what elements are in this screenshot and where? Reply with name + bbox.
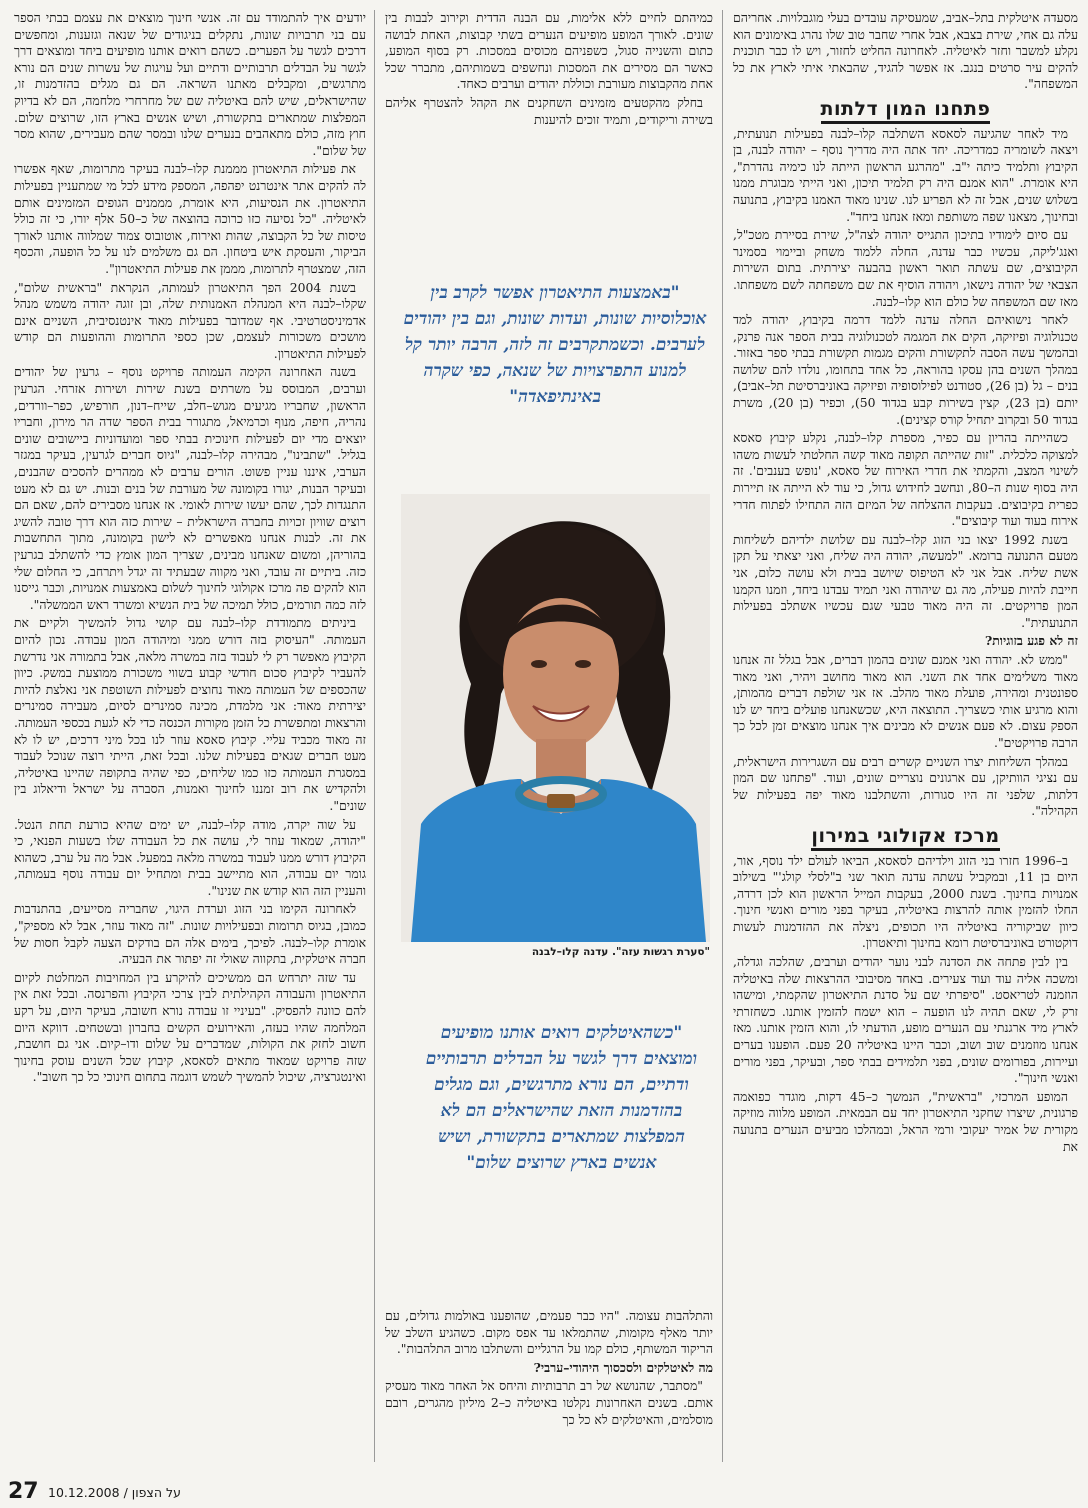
article-column-left: [14, 10, 366, 1462]
article-paragraph: "מסתבר, שהנושא של רב תרבותיות והיחס אל האחר מאוד מעסיק אותם. בשנים האחרונות נקלטו באיטליה כ–2 מיליון מהגרים, רובם מוסלמים, והאיטלקים לא כל כך: [385, 1378, 713, 1427]
article-paragraph: את פעילות התיאטרון מממנת קלו–לבנה בעיקר מתרומות, שאף אפשרו לה להקים אתר אינטרנט יפהפה, המספק מידע לכל מי שמתעניין בפעילות התיאטרון. את הנסיעות, היא אומרת, מממנים הגופים המזמינים אותם לאיטליה. "כל נסיעה כזו כרוכה בהוצאה של כ–50 אלף יורו, כי זה כולל טיסות של כל הקבוצה, שהות ואירוח, אוטובוס צמוד שמלווה אותנו לאורך הביקור, והעסקת איש ביטחון. הם גם משלמים לנו על כל הופעה, והכסף הזה, שמצטרף לתרומות, מממן את פעילות התיאטרון".: [14, 161, 366, 276]
column-divider: [374, 10, 375, 1462]
article-paragraph: יודעים איך להתמודד עם זה. אנשי חינוך מוצאים את עצמם בבתי הספר עם בני תרבויות שונות, נתקלים בניגודים של שנאה וגזענות, ומחפשים דרכים לגשר על הפערים. כשהם רואים אותנו מופיעים ביחד ומוצאים דרך לגשר על הבדלים תרבותיים ודתיים ועל עויגות של עשרות שנים הם נורא מתרגשים, ומקבלים מאתנו השראה. הם גם מגלים בהזדמנות זו, שהישראלים, שיש להם באיטליה שם של מחרחרי מלחמה, הם לא בדיוק המפלצות שמתארים בתקשורת, ושיש אנשים בארץ הזו, שרוצים שלום. חוץ מזה, כולם מתאהבים בנערים שלנו ובמסר שהם מעבירים, שהוא מסר של שלום".: [14, 10, 366, 158]
photo-caption: "סערת רגשות עזה". עדנה קלו–לבנה: [531, 946, 710, 958]
article-paragraph: "ממש לא. יהודה ואני אמנם שונים בהמון דברים, אבל בגלל זה אנחנו מאוד משלימים אחד את השני. הוא מאוד מחושב ויהיר, ואני מאוד ספונטנית ומהירה, פועלת מאוד מהלב. אז אני שולפת דברים מהמותן, והוא מרגיע אותי כשצריך. התוצאה היא, שכשאנחנו פועלים ביחד יש לנו הספק עצום. לא פעם אנשים לא מבינים איך אנחנו מוצאים זמן לכל כך הרבה פרויקטים".: [733, 651, 1078, 750]
article-column-right: [733, 10, 1078, 1462]
article-column-middle-top: [385, 10, 713, 142]
publication-date: 10.12.2008: [48, 1485, 120, 1500]
article-paragraph: עד שזה יתרחש הם ממשיכים להיקרע בין המחויבות המחלטת לקיום התיאטרון והעבודה הקהילתית לבין צרכי הקיבוץ והפרנסה. ובכל זאת אין להם כוונה להפסיק. "בעיניי זו עבודה נורא חשובה, בעיקר היום, על רקע המלחמה שהיו בעזה, והאירועים הקשים בחברון ובשטחים. דווקא היום חשוב לחזק את הקולות, שמדברים על שלום ודו–קיום. אני גם חושבת, שזה פרויקט שמאוד מתאים לסאסא, קיבוץ שכל השנים עוסק בחינוך ואינטגרציה, שיכול להמשיך לשמש דוגמה בתחום חינוכי כל כך חשוב".: [14, 969, 366, 1085]
page-footer: [0, 1474, 1088, 1508]
article-paragraph: בחלק מהקטעים מזמינים השחקנים את הקהל להצטרף אליהם בשירה וריקודים, ותמיד זוכים להיענות: [385, 94, 713, 127]
publication-line: [48, 1485, 181, 1500]
article-paragraph: המופע המרכזי, "בראשית", הנמשך כ–45 דקות, מוגדר כפואמה פרגונית, שיצרו שחקני התיאטרון יחד עם הבמאית. המופע מלווה מוזיקה מקורית של אמיר יעקובי ורמי הראל, ובמהלכו מביעים הנערים בתנועה את: [733, 1088, 1078, 1154]
subheading: מרכז אקולוגי במירון: [733, 828, 1078, 845]
article-paragraph: כמיהתם לחיים ללא אלימות, עם הבנה הדדית וקירוב לבבות בין שונים. לאורך המופע מופיעים הנערים בשתי קבוצות, האחת לבושה כתום והשנייה סגול, כשפניהם מכוסים במסכות. רק בסוף המופע, כאשר הם מסירים את המסכות ונחשפים בשמותיהם, מתברר שכל אחת מהקבוצות מעורבת וכוללת יהודים וערבים כאחד.: [385, 10, 713, 92]
page-number: 27: [8, 1479, 39, 1504]
article-paragraph: בשנת 2004 הפך התיאטרון לעמותה, הנקראת "בראשית שלום", שקלו–לבנה היא המנהלת האמנותית שלה, ובן זוגה יהודה משמש מנהל אדמיניסטרטיבי. אף שמדובר בפעילות מאוד אינטנסיבית, השניים אינם מושכים משכורות לעצמם, שכן כספי התרומות וההופעות הם קודש לפעילות התיאטרון.: [14, 279, 366, 361]
article-paragraph: לאחר נישואיהם החלה עדנה ללמד דרמה בקיבוץ, יהודה למד טכנולוגיה ופיזיקה, הקים את המגמה לטכנולוגיה בבית הספר אנה פרנק, ובהמשך עשה הסבה לתקשורת והקים מגמות תקשורת בבתי ספר באזור. במהלך השנים בהן עסקו בהוראה, כל אחד בתחומו, נולדו להם שלושה בנים – גל (בן 26), סטודנט לפילוסופיה ופיזיקה באוניברסיטת תל–אביב), יותם (בן 23), קצין בשירות קבע בגדוד 50), וכפיר (בן 20), משרת בגדוד 50 ובקרוב יתחיל קורס קצינים).: [733, 312, 1078, 427]
portrait-photo: [401, 494, 710, 942]
article-paragraph: במהלך השליחות יצרו השניים קשרים רבים עם השגרירות הישראלית, עם נציגי הוותיקן, עם ארגונים נוצריים שונים, ועוד. "פתחנו שם המון דלתות, שלפני זה היו סגורות, והשתלבנו מאוד יפה בפעילות של הקהילה".: [733, 753, 1078, 819]
article-paragraph: בשנת 1992 יצאו בני הזוג קלו–לבנה עם שלושת ילדיהם לשליחות מטעם התנועה ברומא. "למעשה, יהודה היה שליח, ואני יצאתי על תקן אשת שליח. אבל אני לא הטיפוס שיושב בבית ולא עושה כלום, אני חייבת להיות פעילה, מה גם שיהודה ואני תמיד עבדנו ביחד, וזמנו הקמנו המון פרויקטים. זה היה מאוד טבעי שגם עכשיו אשתלב בפעילות התנועתית".: [733, 531, 1078, 630]
interview-question: זה לא פגע בזוגיות?: [984, 633, 1078, 649]
publication-name: על הצפון: [131, 1485, 181, 1500]
article-paragraph: על שוה יקרה, מודה קלו–לבנה, יש ימים שהיא כורעת תחת הנטל. "יהודה, שמאוד עוזר לי, עושה את כל העבודה שלו בשעות הפנאי, כי הקיבוץ דורש ממנו לעבוד במשרה מלאה במפעל. אבל מה על ערב, כשהוא גומר יום עבודה, הוא מתיישב בבית ומתחיל יום עבודה נוסף בעמותה, והעניין הזה הוא קודש את שנינו".: [14, 816, 366, 898]
interview-question: מה לאיטלקים ולסכסוך היהודי–ערבי?: [533, 1359, 713, 1375]
footer-separator: /: [123, 1485, 128, 1500]
portrait-image: [401, 494, 710, 942]
article-paragraph: בין לבין פתחה את הסדנה לבני נוער יהודים וערבים, שהלכה וגדלה, ומשכה אליה עוד ועוד צעירים. באחד מסיבובי ההרצאות שלה באיטליה הוזמנה לטריאסט. "סיפרתי שם על סדנת התיאטרון שהקמתי, ומישהו זרק לי, שאם תהיה לנו הופעה – הוא ישמח להזמין אותנו. כשחזרתי לארץ מיד ארגנתי עם הנערים מופע, הודעתי לו, והוא הזמין אותנו. מאז אנחנו מוזמנים שוב ושוב, וכבר היינו באיטליה 20 פעם. הופענו בערים ועיירות, בפורומים שונים, בפני תלמידים בבתי ספר, ובעיקר, בפני מורים ואנשי חינוך".: [733, 954, 1078, 1086]
article-paragraph: לאחרונה הקימו בני הזוג וערדת היגוי, שחבריה מסייעים, בהתנדבות כמובן, בגיוס תרומות ובפעילויות שונות. "זה מאוד עוזר, אבל לא מספיק", אומרת קלו–לבנה. לפיכך, בימים אלה הם בודקים הצעה לקבל חסות של חברה איטלקית, בתקווה שאולי זה יפתור את הבעיה.: [14, 901, 366, 967]
article-paragraph: והתלהבות עצומה. "היו כבר פעמים, שהופענו באולמות גדולים, עם יותר מאלף מקומות, שהתמלאו עד אפס מקום. כשהגיע השלב של הריקוד המשותף, כולם קמו על הרגליים והשתלבו מרוב התלהבות".: [385, 1308, 713, 1357]
pull-quote: "באמצעות התיאטרון אפשר לקרב בין אוכלוסיות שונות, ועדות שונות, וגם בין יהודים לערבים. וכשמתקרבים זה לזה, הרבה יותר קל למנוע התפרצויות של שנאה, כפי שקרה באינתיפאדה": [403, 283, 707, 407]
subheading: פתחנו המון דלתות: [733, 101, 1078, 118]
article-paragraph: מיד לאחר שהגיעה לסאסא השתלבה קלו–לבנה בפעילות תנועתית, ויצאה לשומריה כמדריכה. יחד אתה היה מדריך נוסף – יהודה לבנה, בן הקיבוץ ותלמיד כיתה י"ב. "מהרגע הראשון הייתה לנו כימיה נהדרת", היא אומרת. "הוא אמנם היה רק תלמיד תיכון, ואני הייתי מבוגרת ממנו בשלוש שנים, אבל זה לא הפריע לנו. שנינו מאוד האמנו בקיבוץ, בתנועה ובחינוך, מצאנו שפה משותפת ומאז אנחנו ביחד".: [733, 125, 1078, 224]
article-paragraph: ביניתים מתמודדת קלו–לבנה עם קושי גדול להמשיך ולקיים את העמותה. "העיסוק בזה דורש ממני ומיהודה המון עבודה. נכון להיום הקיבוץ מאפשר רק לי לעבוד בזה במשרה מלאה, אבל בתמורה אני נדרשת להעביר לקיבוץ סכום חודשי קבוע בשווי משכורת ממוצעת במשק. כיוון שהכספים של העמותה מאוד נחוצים לפעילות השוטפת אני נאלצת להיות יצירתית מאוד: אני מלמדת, מכינה סמינרים לסיום, מעבירה סמינרים והרצאות ומתפשרת כל הזמן מקורות הכנסה כדי לא לגעת בכספי העמותה. זה מאוד מכביד עליי. קיבוץ סאסא עוזר לנו בכל מיני דרכים, יש לו לא מעט חברים שגאים בפעילות שלנו. ובכל זאת, הייתי רוצה שנוכל לעבוד במסגרת העמותה כזו כמו שליחים, כפי שהיה בתקופה שהיינו באיטליה, ולהקדיש את רוב זמננו לחינוך ואמנות, הסברה על ישראל ודיאלוג בין שונים".: [14, 615, 366, 813]
article-column-middle-bottom: [385, 1308, 713, 1462]
article-paragraph: מסעדה איטלקית בתל–אביב, שמעסיקה עובדים בעלי מוגבלויות. אחריהם עלה גם אחי, שירת בצבא, אבל אחרי שחבר טוב שלו נהרג באימונים הוא נקלע למשבר וחזר לאיטליה. לאחרונה החליט לחזור, ויש לו כבר תוכנית להקים עיר סרטים בנגב. אז אפשר להגיד, שהבאתי איתי לארץ את כל המשפחה".: [733, 10, 1078, 92]
article-paragraph: ב–1996 חזרו בני הזוג וילדיהם לסאסא, הביאו לעולם ילד נוסף, אור, היום בן 11, ובמקביל עשתה עדנה תואר שני ב"לסלי קולג'" בשילוב אמנויות בחינוך. בשנת 2000, בעקבות המייל הראשון הוא לכן דרדה, החלו להזמין אותה להרצות באיטליה, בעיקר בפני מורים ואנשי חינוך. כיוון שביקוריה באיטליה היו תכופים, ניצלה את ההזדמנות לעשות דוקטורט באוניברסיטת רומא בחינוך ותיאטרון.: [733, 852, 1078, 951]
column-divider: [722, 10, 723, 1462]
article-paragraph: כשהייתה בהריון עם כפיר, מספרת קלו–לבנה, נקלע קיבוץ סאסא למצוקה כלכלית. "זות שהייתה תקופה מאוד קשה החלטתי לעשות משהו לשינוי המצב, והקמתי את חדרי האירוח של סאסא, 'נופש בענבים'. זה היה בסוף שנות ה–80, ונחשב לחידוש גדול, כי עוד לא הייתה אז תיירות כפרית בקיבוצים. בעקבות ההצלחה של המיזם הזה התחילו לפתוח חדרי אירוח בעוד ועוד קיבוצים".: [733, 430, 1078, 529]
article-paragraph: בשנה האחרונה הקימה העמותה פרויקט נוסף – גרעין של יהודים וערבים, המבוסס על משרתים בשנת שירות ושירות אזרחי. הגרעין הראשון, שחבריו מגיעים מגוש–חלב, שייח–דנון, חורפיש, כפר–וורדים, נהריה, חיפה, מנוף וכרמיאל, מתגורר בבית הספר שדה הר מירון, וחבריו יוצאים מדי יום לפעילות חינוכית בבתי ספר ומועדוניות ביישובים שונים בגליל. "שתבינו", מבהירה קלו–לבנה, "גיוס חברים לגרעין, בעיקר במגזר הערבי, איננו עניין פשוט. הורים ערבים לא ממהרים להסכים שהבנים, ובעיקר הבנות, יגורו בקומונה של מעורבת של בנים ובנות. יש גם לא מעט התנגדות לכך, שהם יעשו שירות לאומי. אז אנחנו מסבירים להם, שאם הם רוצים שוויון זכויות בחברה הישראלית – שירות כזה הוא דרך טובה להשיג את זה. לבנות אנחנו מאפשרים לא לישון בקומונה, מתוך התחשבות בהוריהן, ומשום שאנחנו מבינים, שצריך המון אומץ כדי להשתלב בגרעין כזה. ביתיים זה עובד, ואני מקווה שבעתיד זה יגדל ויתרחב, כי החלום שלי הוא להקים פה מרכז אקולוגי לחינוך לשלום באמצעות אמנויות, וכבר גייסנו לזה כמה תורמים, כולל תמיכה של בית הנשיא ומשרד ראש הממשלה".: [14, 364, 366, 612]
pull-quote: "כשהאיטלקים רואים אותנו מופיעים ומוצאים דרך לגשר על הבדלים תרבותיים ודתיים, הם נורא מתרגשים, וגם מגלים בהזדמנות הזאת שהישראלים הם לא המפלצות שמתארים בתקשורת, ושיש אנשים בארץ שרוצים שלום": [425, 1023, 698, 1173]
article-paragraph: עם סיום לימודיו בתיכון התגייס יהודה לצה"ל, שירת בסיירת מטכ"ל, ואנג'ליקה, עכשיו כבר עדנה, החלה ללמוד משחק וביימוי בסמינר הקיבוצים, שם עשתה תואר ראשון בהבעה יצירתית. בתום השירות הצבאי של יהודה נישאו, ויהודה הוסיף את שם משפחתה לשם משפחתו. מאז שם המשפחה של כולם הוא קלו–לבנה.: [733, 227, 1078, 309]
